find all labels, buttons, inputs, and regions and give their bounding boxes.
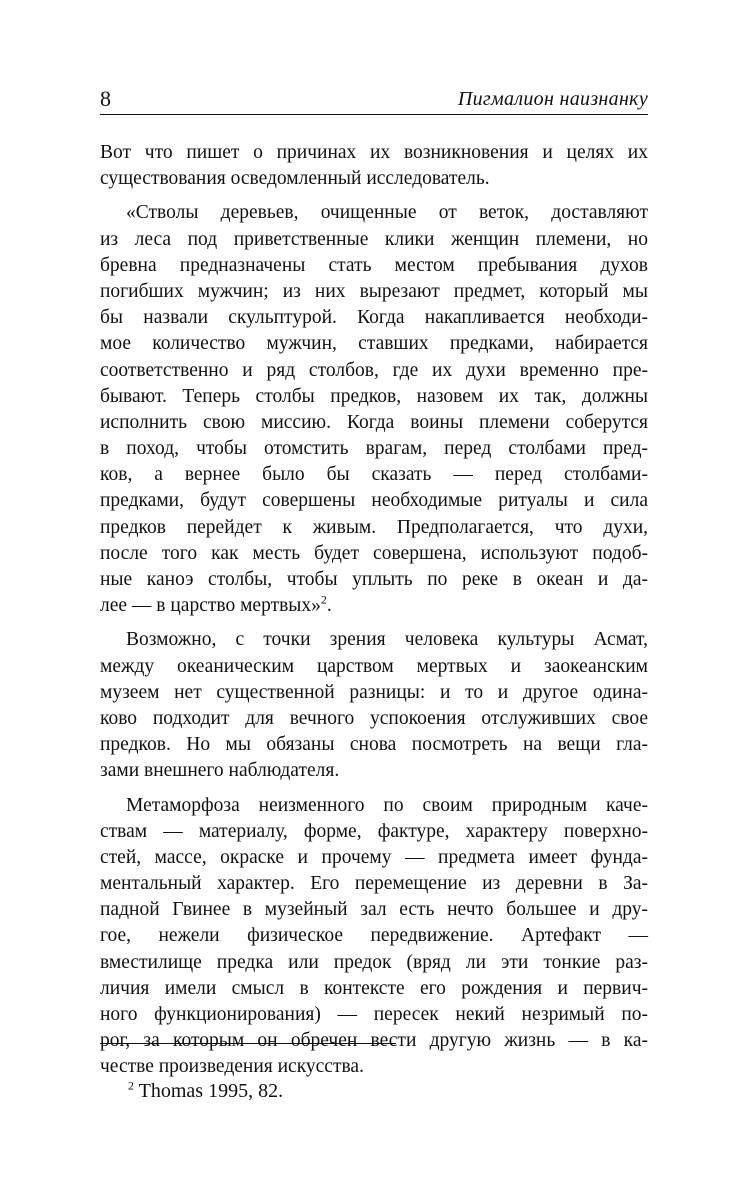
running-head — [100, 84, 648, 115]
paragraph-quote — [100, 200, 648, 619]
text-line: из леса под приветственные клики женщин племени, но — [100, 228, 648, 250]
text-line: мое количество мужчин, ставших предками, набирается — [100, 333, 648, 355]
text-line: бывают. Теперь столбы предков, назовем их так, должны — [100, 385, 648, 407]
footnote-reference[interactable]: 2 — [320, 592, 327, 607]
text-line: бревна предназначены стать местом пребывания духов — [100, 254, 648, 276]
running-title: Пигмалион наизнанку — [457, 88, 648, 110]
text-line: существования осведомленный исследователь. — [100, 168, 490, 190]
text-line: в поход, чтобы отомстить врагам, перед столбами пред- — [100, 438, 648, 460]
text-fragment: . — [326, 595, 332, 617]
text-line: после того как месть будет совершена, используют подоб- — [100, 542, 648, 564]
text-line: ные каноэ столбы, чтобы уплыть по реке в океан и да- — [100, 569, 648, 590]
text-line: рог, за которым он обречен вести другую жизнь — в ка- — [100, 1030, 648, 1052]
text-line: падной Гвинее в музейный зал есть нечто большее и дру- — [100, 899, 648, 921]
text-line: гое, нежели физическое передвижение. Артефакт — — [100, 925, 648, 947]
text-line: «Стволы деревьев, очищенные от веток, доставляют — [126, 202, 648, 224]
text-line: стей, массе, окраске и прочему — предмета имеет фунда- — [100, 846, 648, 868]
text-line: соответственно и ряд столбов, где их духи временно пре- — [100, 359, 648, 381]
footnote — [128, 1078, 283, 1104]
paragraph-asmat — [100, 627, 648, 784]
text-line-with-footnote-ref — [100, 593, 648, 619]
text-line: бы назвали скульптурой. Когда накапливается необходи- — [100, 307, 648, 329]
text-line: погибших мужчин; из них вырезают предмет, который мы — [100, 280, 648, 302]
text-line: исполнить свою миссию. Когда воины племени соберутся — [100, 411, 648, 433]
text-line: Возможно, с точки зрения человека культуры Асмат, — [126, 629, 648, 651]
text-line: предками, будут совершены необходимые ритуалы и сила — [100, 490, 648, 512]
text-line: личия имели смысл в контексте его рождения и первич- — [100, 977, 648, 999]
text-line: ментальный характер. Его перемещение из деревни в За- — [100, 873, 648, 895]
text-line: ков, а вернее было бы сказать — перед столбами- — [100, 464, 648, 486]
footnote-number: 2 — [128, 1078, 134, 1093]
page-number: 8 — [100, 86, 111, 111]
paragraph-intro — [100, 140, 648, 192]
footnote-text: Thomas 1995, 82. — [134, 1080, 284, 1102]
footnote-divider — [100, 1043, 396, 1044]
body-text — [100, 140, 648, 1089]
text-line: честве произведения искусства. — [100, 1056, 364, 1078]
text-line: предков перейдет к живым. Предполагается, что духи, — [100, 516, 648, 538]
text-line: между океаническим царством мертвых и заокеанским — [100, 655, 648, 677]
text-line: ково подходит для вечного успокоения отслуживших свое — [100, 707, 648, 729]
text-fragment: лее — в царство мертвых» — [100, 595, 321, 617]
text-line: ствам — материалу, форме, фактуре, характеру поверхно- — [100, 820, 648, 842]
text-line: Вот что пишет о причинах их возникновения и целях их — [100, 142, 648, 163]
text-line: музеем нет существенной разницы: и то и другое одина- — [100, 681, 648, 703]
text-line: предков. Но мы обязаны снова посмотреть на вещи гла- — [100, 734, 648, 756]
text-line: Метаморфоза неизменного по своим природным каче- — [126, 794, 648, 816]
text-line: зами внешнего наблюдателя. — [100, 760, 340, 782]
text-line: ного функционирования) — пересек некий незримый по- — [100, 1004, 648, 1025]
paragraph-metamorphosis — [100, 793, 648, 1081]
text-line: вместилище предка или предок (вряд ли эти тонкие раз- — [100, 951, 648, 973]
